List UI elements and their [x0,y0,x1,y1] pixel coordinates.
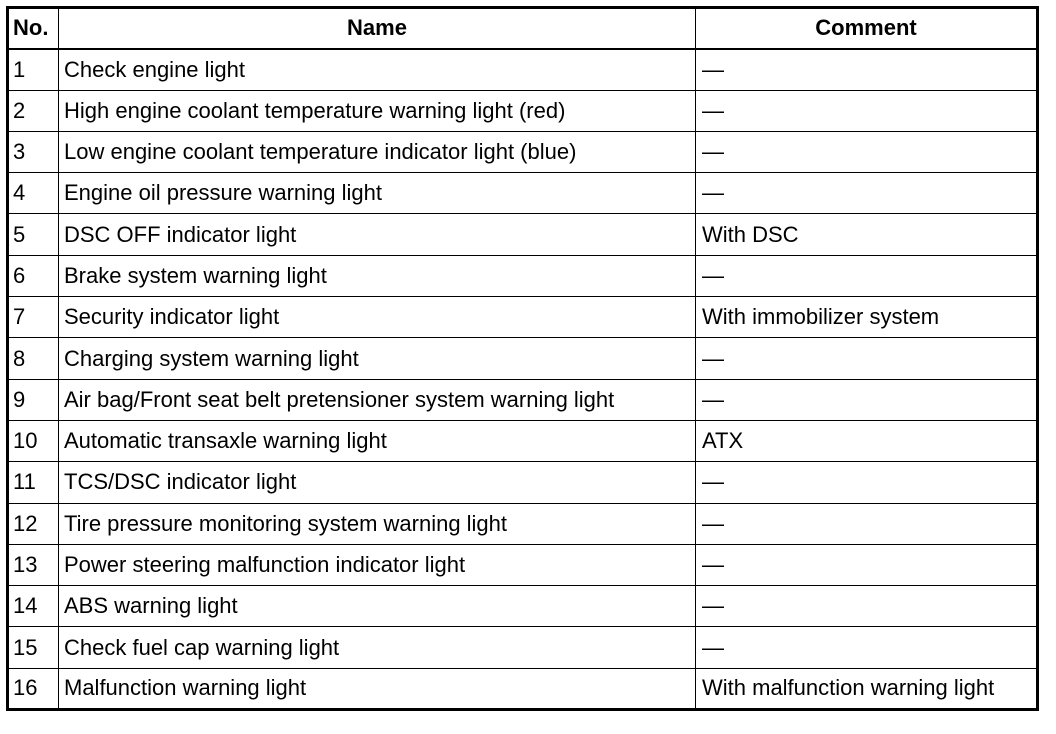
row-name-cell: Air bag/Front seat belt pretensioner system warning light [59,379,696,420]
table-header [8,8,1038,49]
row-number-cell: 9 [8,379,59,420]
table-row [8,544,1038,585]
row-number-cell: 14 [8,586,59,627]
row-number-cell: 8 [8,338,59,379]
header-name: Name [59,8,696,49]
row-name-cell: TCS/DSC indicator light [59,462,696,503]
row-comment-cell: — [696,379,1038,420]
row-comment-cell: — [696,586,1038,627]
row-comment-cell: — [696,338,1038,379]
row-number-cell: 4 [8,173,59,214]
table-row [8,255,1038,296]
table-row [8,90,1038,131]
row-comment-cell: ATX [696,420,1038,461]
table-row [8,668,1038,709]
row-name-cell: Low engine coolant temperature indicator light (blue) [59,131,696,172]
row-name-cell: Automatic transaxle warning light [59,420,696,461]
table-row [8,49,1038,90]
row-name-cell: Engine oil pressure warning light [59,173,696,214]
row-number-cell: 3 [8,131,59,172]
table-row [8,586,1038,627]
row-comment-cell: — [696,255,1038,296]
table-row [8,503,1038,544]
row-comment-cell: — [696,90,1038,131]
row-number-cell: 10 [8,420,59,461]
row-name-cell: Check engine light [59,49,696,90]
table-row [8,462,1038,503]
table-row [8,214,1038,255]
table-row [8,173,1038,214]
row-comment-cell: — [696,173,1038,214]
row-name-cell: High engine coolant temperature warning light (red) [59,90,696,131]
row-name-cell: Malfunction warning light [59,668,696,709]
row-number-cell: 2 [8,90,59,131]
row-number-cell: 13 [8,544,59,585]
row-comment-cell: — [696,131,1038,172]
row-name-cell: Tire pressure monitoring system warning light [59,503,696,544]
row-name-cell: ABS warning light [59,586,696,627]
row-number-cell: 1 [8,49,59,90]
row-name-cell: Check fuel cap warning light [59,627,696,668]
table-row [8,627,1038,668]
row-comment-cell: — [696,462,1038,503]
header-row [8,8,1038,49]
row-name-cell: DSC OFF indicator light [59,214,696,255]
row-comment-cell: — [696,503,1038,544]
row-number-cell: 11 [8,462,59,503]
table-row [8,338,1038,379]
table-row [8,297,1038,338]
row-comment-cell: With immobilizer system [696,297,1038,338]
row-name-cell: Power steering malfunction indicator light [59,544,696,585]
row-name-cell: Brake system warning light [59,255,696,296]
row-number-cell: 16 [8,668,59,709]
header-no: No. [8,8,59,49]
row-name-cell: Charging system warning light [59,338,696,379]
row-number-cell: 5 [8,214,59,255]
warning-lights-table-container [6,6,1039,711]
row-comment-cell: — [696,627,1038,668]
table-row [8,379,1038,420]
table-row [8,131,1038,172]
row-name-cell: Security indicator light [59,297,696,338]
row-comment-cell: — [696,49,1038,90]
row-comment-cell: With malfunction warning light [696,668,1038,709]
header-comment: Comment [696,8,1038,49]
row-comment-cell: With DSC [696,214,1038,255]
row-number-cell: 7 [8,297,59,338]
table-row [8,420,1038,461]
row-number-cell: 12 [8,503,59,544]
row-comment-cell: — [696,544,1038,585]
row-number-cell: 6 [8,255,59,296]
table-body [8,49,1038,710]
warning-lights-table [6,6,1039,711]
row-number-cell: 15 [8,627,59,668]
